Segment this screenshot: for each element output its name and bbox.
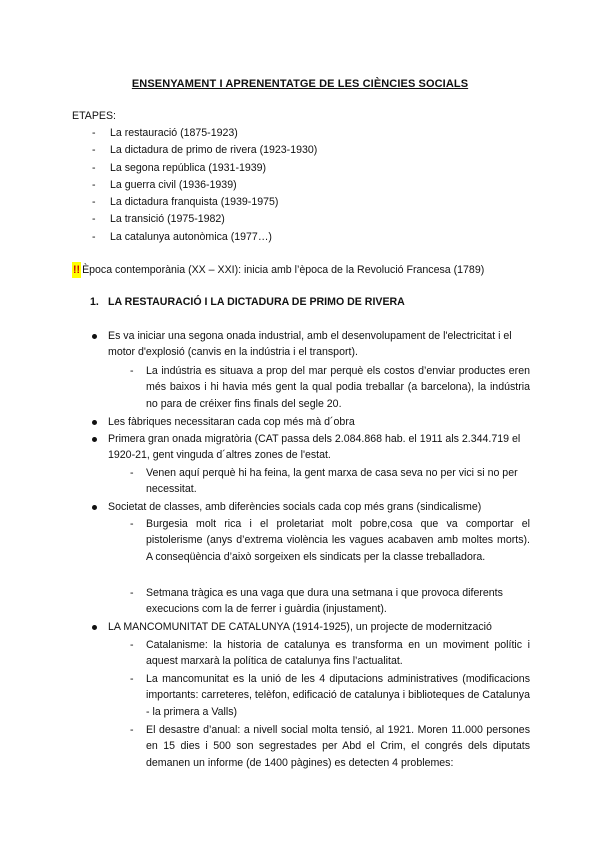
etapa-item: - La dictadura franquista (1939-1975) <box>88 194 317 211</box>
etapa-item: - La segona república (1931-1939) <box>88 160 317 177</box>
sub-item <box>90 363 530 412</box>
bullet-text: LA MANCOMUNITAT DE CATALUNYA (1914-1925), un projecte de modernització <box>90 619 530 635</box>
etapa-item: - La transició (1975-1982) <box>88 211 317 228</box>
bullet-text: Societat de classes, amb diferències socials cada cop més grans (sindicalisme) <box>90 499 530 515</box>
sub-text: - El desastre d’anual: a nivell social molta tensió, al 1921. Moren 11.000 persones en 15 dies i 500 son segrestades per Abd el Crim, el congrés dels diputats demanen un informe (de 1400 pàgines) es detecten 4 problemes: <box>90 722 530 771</box>
etapa-item: - La guerra civil (1936-1939) <box>88 177 317 194</box>
sub-item <box>90 671 530 720</box>
etapes-list <box>88 125 317 246</box>
bullet-item <box>90 499 530 515</box>
sub-item <box>90 516 530 565</box>
sub-item <box>90 637 530 670</box>
section-title: LA RESTAURACIÓ I LA DICTADURA DE PRIMO DE RIVERA <box>108 296 405 308</box>
sub-text: - Catalanisme: la historia de catalunya es transforma en un moviment polític i aquest marxarà la política de catalunya fins l’actualitat. <box>90 637 530 670</box>
etapa-item: - La catalunya autonòmica (1977…) <box>88 229 317 246</box>
sub-item <box>90 722 530 771</box>
etapa-item: - La dictadura de primo de rivera (1923-1930) <box>88 142 317 159</box>
bullet-item <box>90 328 530 361</box>
sub-text: - Venen aquí perquè hi ha feina, la gent marxa de casa seva no per vici si no per necessitat. <box>90 465 530 498</box>
bullet-text: Es va iniciar una segona onada industrial, amb el desenvolupament de l'electricitat i el motor d'explosió (canvis en la indústria i el transport). <box>90 328 530 361</box>
highlight-marker: !! <box>72 262 81 278</box>
document-title: ENSENYAMENT I APRENENTATGE DE LES CIÈNCIES SOCIALS <box>131 78 469 90</box>
sub-item <box>90 465 530 498</box>
sub-text: - Setmana tràgica es una vaga que dura una setmana i que provoca diferents execucions com la de ferrer i guàrdia (injustament). <box>90 585 530 618</box>
epoca-line <box>72 262 484 278</box>
section-number: 1. <box>90 296 99 308</box>
bullet-item <box>90 619 530 635</box>
sub-text: - Burgesia molt rica i el proletariat molt pobre,cosa que va comportar el pistolerisme (anys d’extrema violència les vagues acabaven amb moltes morts). A conseqüència d’això sorgeixen els sindicats per la classe treballadora. <box>90 516 530 565</box>
epoca-text: Època contemporània (XX – XXI): inicia amb l’època de la Revolució Francesa (1789) <box>82 264 485 276</box>
section-heading <box>90 294 405 310</box>
bullet-text: Les fàbriques necessitaran cada cop més mà d´obra <box>90 414 530 430</box>
sub-text: - La mancomunitat es la unió de les 4 diputacions administratives (modificacions importants: carreteres, telèfon, edificació de catalunya i biblioteques de Catalunya - la primera a Valls) <box>90 671 530 720</box>
bullet-item <box>90 431 530 464</box>
bullet-item <box>90 414 530 430</box>
etapes-label: ETAPES: <box>72 110 116 122</box>
bullet-text: Primera gran onada migratòria (CAT passa dels 2.084.868 hab. el 1911 als 2.344.719 el 1920-21, gent vinguda d´altres zones de l'estat. <box>90 431 530 464</box>
sub-text: - La indústria es situava a prop del mar perquè els costos d’enviar productes eren més baixos i hi havia més gent la qual podia treballar (a barcelona), la indústria no para de créixer fins finals del segle 20. <box>90 363 530 412</box>
etapa-item: - La restauració (1875-1923) <box>88 125 317 142</box>
sub-item <box>90 585 530 618</box>
